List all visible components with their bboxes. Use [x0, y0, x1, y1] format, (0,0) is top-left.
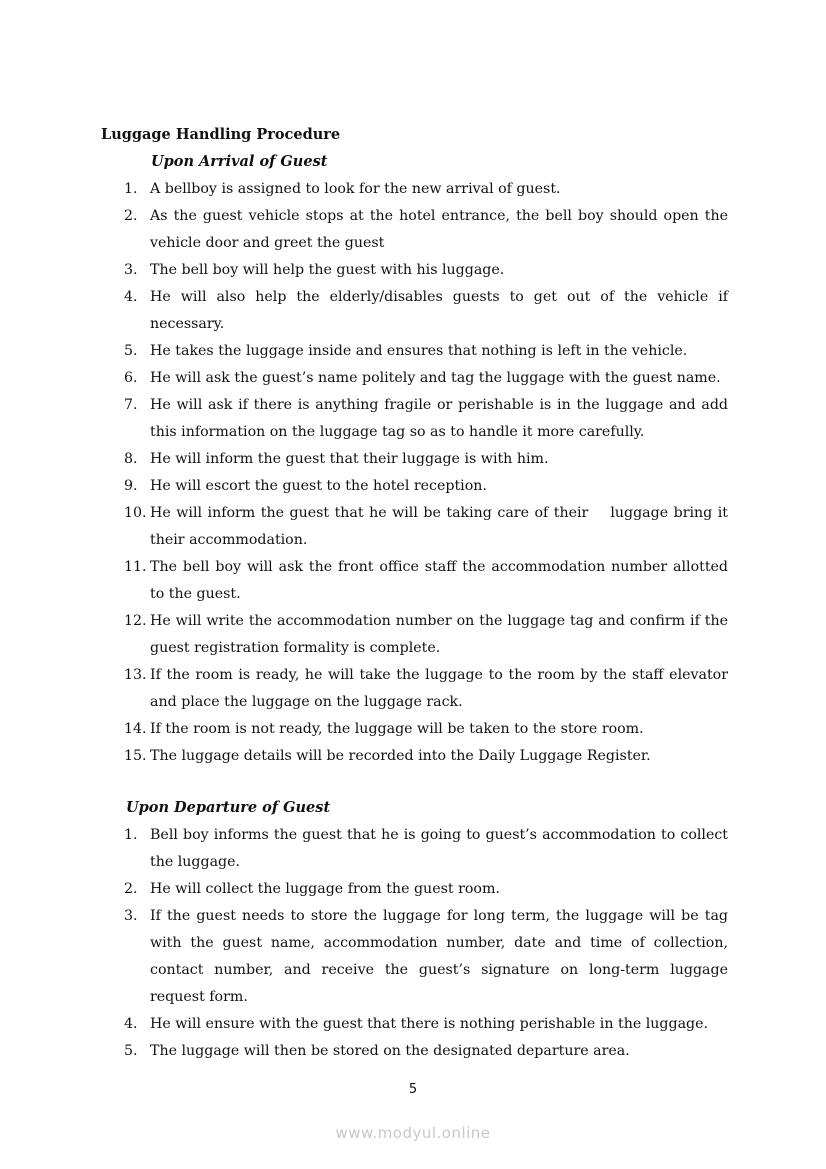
list-item-number: 6.: [124, 370, 138, 386]
list-item-text: He will escort the guest to the hotel reception.: [150, 478, 487, 494]
list-item-text: If the room is ready, he will take the luggage to the room by the staff elevator and place the luggage on the luggage rack.: [150, 667, 733, 710]
list-item-text: Bell boy informs the guest that he is going to guest’s accommodation to collect the luggage.: [150, 827, 733, 870]
list-item-number: 15.: [124, 748, 147, 764]
list-item: [124, 743, 728, 770]
page-number: 5: [408, 1082, 418, 1097]
list-item-number: 2.: [124, 208, 138, 224]
list-item-number: 10.: [124, 505, 147, 521]
list-item-text: He will collect the luggage from the guest room.: [150, 881, 500, 897]
list-item-text: The luggage details will be recorded into the Daily Luggage Register.: [150, 748, 651, 764]
list-item: [124, 446, 728, 473]
list-item: [124, 876, 728, 903]
list-item-text: As the guest vehicle stops at the hotel entrance, the bell boy should open the vehicle door and greet the guest: [150, 208, 733, 251]
list-item: [124, 608, 733, 662]
list-item-text: The bell boy will help the guest with his luggage.: [150, 262, 505, 278]
list-item-text: He will ask the guest’s name politely and tag the luggage with the guest name.: [150, 370, 721, 386]
list-item: [124, 338, 728, 365]
list-item-number: 9.: [124, 478, 138, 494]
departure-procedure-list: [124, 822, 733, 1065]
list-item-number: 4.: [124, 289, 138, 305]
list-item: [124, 365, 728, 392]
list-item-number: 8.: [124, 451, 138, 467]
list-item: [124, 257, 728, 284]
list-item-number: 5.: [124, 343, 138, 359]
list-item-number: 12.: [124, 613, 147, 629]
list-item: [124, 822, 733, 876]
document-title: Luggage Handling Procedure: [101, 126, 341, 143]
list-item: [124, 554, 733, 608]
arrival-procedure-list: [124, 176, 733, 770]
list-item-text: He will inform the guest that their luggage is with him.: [150, 451, 549, 467]
list-item-text: The bell boy will ask the front office staff the accommodation number allotted to the guest.: [150, 559, 733, 602]
watermark: www.modyul.online: [335, 1124, 491, 1142]
list-item-text: He will write the accommodation number on the luggage tag and confirm if the guest registration formality is complete.: [150, 613, 733, 656]
list-item-text: He will also help the elderly/disables guests to get out of the vehicle if necessary.: [150, 289, 733, 332]
list-item-number: 4.: [124, 1016, 138, 1032]
list-item-number: 1.: [124, 181, 138, 197]
list-item-text: A bellboy is assigned to look for the new arrival of guest.: [150, 181, 561, 197]
section-heading-arrival: Upon Arrival of Guest: [151, 153, 328, 170]
list-item-number: 5.: [124, 1043, 138, 1059]
list-item: [124, 284, 733, 338]
list-item-number: 7.: [124, 397, 138, 413]
list-item-text: He takes the luggage inside and ensures that nothing is left in the vehicle.: [150, 343, 688, 359]
list-item-number: 2.: [124, 881, 138, 897]
list-item-text: He will inform the guest that he will be taking care of their luggage bring it their accommodation.: [150, 505, 733, 548]
list-item-text: He will ensure with the guest that there is nothing perishable in the luggage.: [150, 1016, 709, 1032]
list-item: [124, 176, 728, 203]
list-item-number: 11.: [124, 559, 147, 575]
section-heading-departure: Upon Departure of Guest: [126, 799, 331, 816]
list-item-text: If the guest needs to store the luggage for long term, the luggage will be tag with the guest name, accommodation number, date and time of collection, contact number, and receive the guest’s signature on long-term luggage request form.: [150, 908, 733, 1005]
list-item: [124, 903, 733, 1011]
list-item: [124, 473, 728, 500]
list-item: [124, 392, 733, 446]
list-item-number: 14.: [124, 721, 147, 737]
list-item: [124, 203, 733, 257]
list-item-text: He will ask if there is anything fragile or perishable is in the luggage and add this information on the luggage tag so as to handle it more carefully.: [150, 397, 733, 440]
list-item: [124, 716, 728, 743]
list-item: [124, 1011, 728, 1038]
list-item: [124, 1038, 728, 1065]
list-item-text: If the room is not ready, the luggage will be taken to the store room.: [150, 721, 644, 737]
list-item: [124, 500, 733, 554]
list-item-number: 3.: [124, 908, 138, 924]
list-item-number: 13.: [124, 667, 147, 683]
list-item-number: 1.: [124, 827, 138, 843]
list-item-text: The luggage will then be stored on the designated departure area.: [150, 1043, 630, 1059]
list-item-number: 3.: [124, 262, 138, 278]
list-item: [124, 662, 733, 716]
